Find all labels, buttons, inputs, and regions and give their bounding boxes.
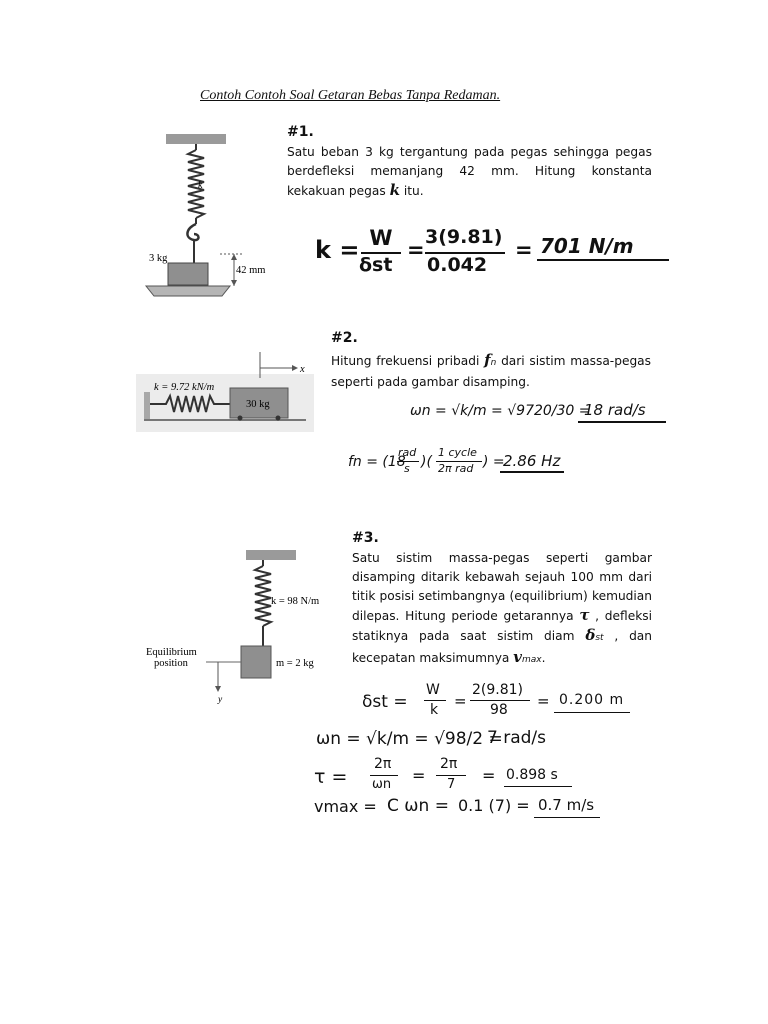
equilibrium-label-2: position: [154, 658, 188, 669]
sol3-l3-den2: 7: [447, 777, 456, 792]
problem-2-text: [331, 351, 651, 392]
sol1-frac1-num: W: [369, 226, 393, 250]
symbol-delta-sub: st: [595, 633, 604, 643]
sol3-l3-eq: =: [412, 766, 426, 785]
sol3-l4-underline: [534, 817, 600, 818]
deflection-label: 42 mm: [236, 265, 266, 276]
spring-3: [255, 566, 271, 626]
sol3-l3-result: 0.898 s: [506, 767, 558, 783]
sol3-l1-eq2: =: [537, 692, 550, 710]
sol2-fn-underline: [500, 471, 564, 473]
figure-3: [138, 544, 338, 704]
sol3-l1-den2: 98: [490, 702, 508, 718]
problem-3-text: [352, 549, 652, 670]
sol3-l4-calc: 0.1 (7) =: [458, 796, 530, 815]
sol2-fn-lhs: fn = (18: [348, 454, 406, 470]
problem-1-text-a: Satu beban 3 kg tergantung pada pegas sehingga pegas berdefleksi memanjang 42 mm. Hitung konstanta kekakuan pegas: [287, 145, 652, 198]
sol2-fn-line: [348, 446, 668, 480]
sol3-l1-num: W: [426, 682, 440, 698]
sol1-lhs: k =: [315, 236, 360, 264]
mass-label-2: 30 kg: [246, 399, 270, 410]
sol1-frac2-den: 0.042: [427, 254, 488, 276]
sol3-l4-lhs: vmax =: [314, 797, 377, 816]
symbol-v: v: [513, 648, 522, 666]
sol2-wn-underline: [578, 421, 666, 423]
sol2-wn-result: 18 rad/s: [584, 401, 646, 419]
axis-label-x: x: [300, 364, 305, 375]
sol1-eq: =: [407, 238, 425, 262]
problem-2-number: #2.: [331, 330, 358, 346]
problem-3-text-d: .: [541, 651, 546, 665]
equilibrium-label-1: Equilibrium: [146, 647, 197, 658]
spring-label-3: k = 98 N/m: [271, 596, 320, 607]
sol2-fn-result: 2.86 Hz: [503, 452, 561, 470]
problem-1-text-b: itu.: [399, 184, 424, 198]
problem-2-text-a: Hitung frekuensi pribadi: [331, 354, 485, 368]
mass-block: [168, 263, 208, 285]
sol2-wn-line: ωn = √k/m = √9720/30 =: [410, 403, 591, 419]
sol2-close: ) =: [483, 454, 505, 470]
symbol-delta: δ: [585, 626, 596, 644]
symbol-k: k: [389, 181, 400, 199]
sol2-cycle: 1 cycle: [438, 446, 477, 459]
sol3-l4-mid: C ωn =: [387, 796, 449, 816]
problem-3-number: #3.: [352, 530, 379, 546]
spring-label: k: [198, 180, 203, 191]
sol2-rad: rad: [398, 446, 417, 459]
sol3-l1-num2: 2(9.81): [472, 682, 524, 698]
sol3-l3-eq2: =: [482, 766, 496, 785]
sol3-l1-result: 0.200 m: [559, 692, 625, 708]
symbol-tau: τ: [579, 606, 590, 624]
sol1-result-underline: [537, 259, 669, 261]
ceiling-3: [246, 550, 296, 560]
sol3-l1-den: k: [430, 702, 439, 718]
mass-label-3: m = 2 kg: [276, 658, 314, 669]
figure-2: [136, 348, 314, 432]
mass-label: 3 kg: [149, 253, 168, 264]
sol3-line1: [362, 682, 662, 722]
sol3-l1-lhs: δst =: [362, 692, 408, 712]
problem-3-text-a: Satu sistim massa-pegas seperti gambar disamping ditarik kebawah sejauh 100 mm dari titik posisi setimbangnya (equilibrium) kemudian dilepas. Hitung periode getarannya: [352, 551, 652, 623]
page-title: Contoh Contoh Soal Getaran Bebas Tanpa Redaman.: [200, 88, 501, 103]
symbol-f-sub: n: [490, 358, 497, 368]
problem-1-text: [287, 143, 652, 201]
sol3-l1-eq: =: [454, 692, 467, 710]
sol3-line2: ωn = √k/m = √98/2 =: [316, 729, 503, 749]
symbol-f: f: [484, 351, 491, 369]
sol2-s: s: [404, 462, 410, 475]
sol3-l3-lhs: τ =: [314, 766, 348, 788]
sol1-result: 701 N/m: [540, 234, 634, 258]
axis-label-y: y: [218, 695, 223, 704]
sol1-frac1-den: δst: [359, 254, 393, 276]
sol2-twopi: 2π rad: [438, 462, 474, 475]
problem-3-text-b: , defleksi statiknya pada saat sistim diam: [352, 609, 653, 643]
figure-1: [138, 128, 288, 308]
mass-block-3: [241, 646, 271, 678]
sol2-mid: )(: [421, 454, 432, 470]
sol1-eq2: =: [515, 238, 533, 262]
spring-label-2: k = 9.72 kN/m: [154, 382, 215, 393]
symbol-v-sub: max: [521, 655, 542, 665]
sol3-l1-underline: [554, 712, 630, 713]
sol1-frac2-num: 3(9.81): [425, 226, 503, 248]
sol3-l3-num2: 2π: [440, 756, 458, 772]
problem-2-text-b: dari sistim massa-pegas seperti pada gambar disamping.: [331, 354, 651, 389]
sol3-line3: [314, 756, 634, 798]
sol3-line2-result: 7 rad/s: [487, 728, 547, 748]
sol3-l3-underline: [504, 786, 572, 787]
ceiling: [166, 134, 226, 144]
problem-1-number: #1.: [287, 124, 314, 140]
sol3-l3-num: 2π: [374, 756, 392, 772]
pan: [146, 286, 230, 296]
problem-3-text-c: , dan kecepatan maksimumnya: [352, 629, 652, 665]
sol3-l4-result: 0.7 m/s: [538, 796, 595, 814]
sol3-l3-den: ωn: [372, 777, 392, 792]
